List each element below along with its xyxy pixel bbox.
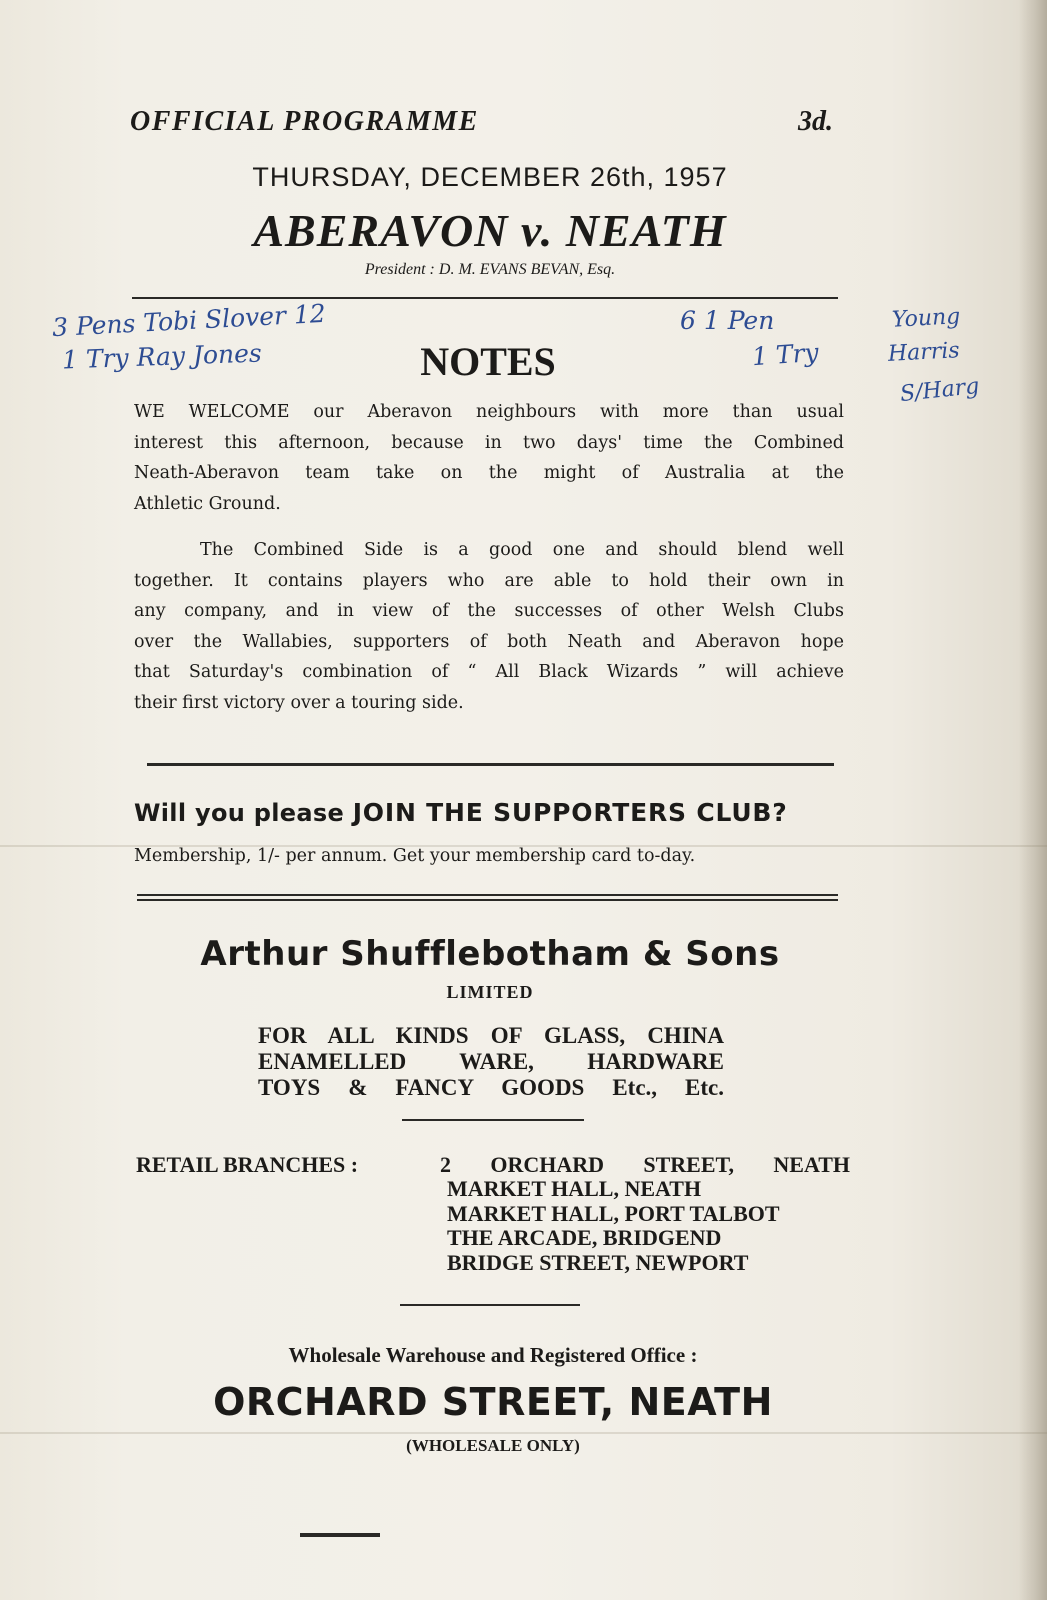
membership-line: Membership, 1/- per annum. Get your membership card to-day. (134, 846, 696, 866)
goods-line: ENAMELLED WARE, HARDWARE (258, 1049, 724, 1074)
supporters-club-appeal (134, 798, 788, 827)
official-programme-label: OFFICIAL PROGRAMME (130, 106, 479, 137)
handwritten-note-mid-1: 6 1 Pen (680, 306, 775, 335)
goods-line: FOR ALL KINDS OF GLASS, CHINA (258, 1023, 724, 1048)
short-divider (400, 1304, 580, 1306)
retail-branches-label: RETAIL BRANCHES : (136, 1152, 359, 1177)
handwritten-note-mid-2: 1 Try (751, 337, 820, 372)
notes-line: Athletic Ground. (134, 493, 281, 514)
handwritten-note-left-2: 1 Try Ray Jones (61, 338, 263, 375)
president-line: President : D. M. EVANS BEVAN, Esq. (364, 261, 616, 278)
handwritten-note-right-3: S/Harg (898, 373, 981, 408)
notes-line: their first victory over a touring side. (134, 692, 464, 713)
branch-item: MARKET HALL, NEATH (447, 1176, 702, 1201)
header-rule (132, 297, 838, 299)
notes-paragraph-2 (134, 535, 844, 718)
handwritten-note-right-1: Young (891, 304, 961, 333)
price-label: 3d. (798, 106, 833, 137)
goods-line: TOYS & FANCY GOODS Etc., Etc. (258, 1075, 724, 1100)
notes-line: The Combined Side is a good one and should blend well (200, 540, 844, 560)
notes-line: that Saturday's combination of “ All Black Wizards ” will achieve (134, 662, 844, 682)
branch-item: 2 ORCHARD STREET, NEATH (440, 1152, 850, 1177)
notes-line: Neath-Aberavon team take on the might of Australia at the (134, 463, 844, 483)
branch-item: THE ARCADE, BRIDGEND (447, 1225, 722, 1250)
notes-heading: NOTES (420, 339, 556, 384)
paper-fold-line (0, 1432, 1047, 1434)
bottom-mark (300, 1533, 380, 1537)
goods-list (258, 1023, 724, 1101)
branch-list (447, 1177, 780, 1275)
short-divider (402, 1119, 584, 1121)
match-date: THURSDAY, DECEMBER 26th, 1957 (252, 162, 728, 192)
notes-paragraph-1 (134, 397, 844, 519)
warehouse-label: Wholesale Warehouse and Registered Office : (288, 1343, 698, 1367)
section-divider (147, 763, 834, 766)
company-limited: LIMITED (446, 982, 534, 1002)
wholesale-only-note: (WHOLESALE ONLY) (406, 1436, 580, 1455)
double-rule-bottom (137, 899, 838, 901)
notes-line: together. It contains players who are able to hold their own in (134, 570, 844, 591)
match-title: ABERAVON v. NEATH (253, 205, 727, 256)
company-name: Arthur Shufflebotham & Sons (200, 934, 780, 974)
notes-line: any company, and in view of the successes of other Welsh Clubs (134, 601, 844, 621)
branch-item: MARKET HALL, PORT TALBOT (447, 1200, 780, 1226)
supporters-lead: Will you please (134, 799, 353, 827)
branch-item: BRIDGE STREET, NEWPORT (447, 1249, 749, 1275)
notes-line: WE WELCOME our Aberavon neighbours with more than usual (134, 402, 844, 422)
supporters-emphasis: JOIN THE SUPPORTERS CLUB? (352, 798, 788, 827)
paper-edge-shadow (1019, 0, 1047, 1600)
double-rule-top (137, 894, 838, 896)
notes-line: interest this afternoon, because in two days' time the Combined (134, 432, 844, 453)
handwritten-note-right-2: Harris (887, 338, 961, 367)
warehouse-address: ORCHARD STREET, NEATH (213, 1380, 773, 1424)
notes-line: over the Wallabies, supporters of both Neath and Aberavon hope (134, 631, 844, 652)
handwritten-note-left-1: 3 Pens Tobi Slover 12 (51, 298, 327, 343)
